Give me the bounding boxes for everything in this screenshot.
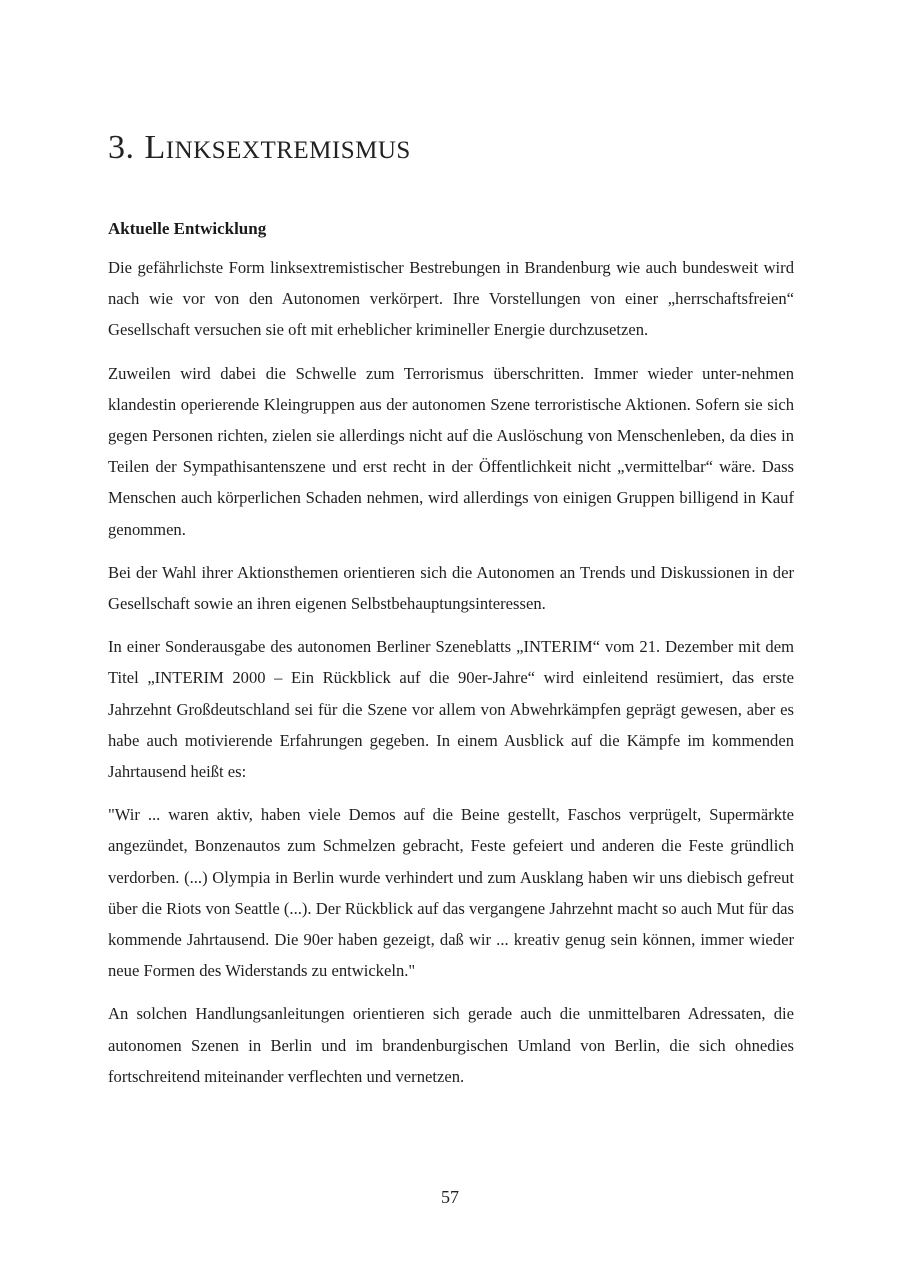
paragraph-interim: In einer Sonderausgabe des autonomen Berliner Szeneblatts „INTERIM“ vom 21. Dezember mit dem Titel „INTERIM 2000 – Ein Rückblick auf die 90er-Jahre“ wird einleitend resümiert, das erste Jahrzehnt Großdeutschland sei für die Szene vor allem von Abwehrkämpfen geprägt gewesen, aber es habe auch motivierende Erfahrungen gegeben. In einem Ausblick auf die Kämpfe im kommenden Jahrtausend heißt es:	[108, 637, 794, 782]
section-heading: Aktuelle Entwicklung	[108, 219, 267, 238]
paragraph-terrorismus: Zuweilen wird dabei die Schwelle zum Terrorismus überschritten. Immer wieder unter-nehmen klandestin operierende Kleingruppen aus der autonomen Szene terroristische Aktionen. Sofern sie sich gegen Personen richten, zielen sie allerdings nicht auf die Auslöschung von Menschenleben, da dies in Teilen der Sympathisantenszene und erst recht in der Öffentlichkeit nicht „vermittelbar“ wäre. Dass Menschen auch körperlichen Schaden nehmen, wird allerdings von einigen Gruppen billigend in Kauf genommen.	[108, 363, 794, 539]
chapter-number: 3.	[108, 129, 135, 166]
paragraph-quote: "Wir ... waren aktiv, haben viele Demos auf die Beine gestellt, Faschos verprügelt, Supermärkte angezündet, Bonzenautos zum Schmelzen gebracht, Feste gefeiert und anderen die Feste gründlich verdorben. (...) Olympia in Berlin wurde verhindert und zum Ausklang haben wir uns diebisch gefreut über die Riots von Seattle (...). Der Rückblick auf das vergangene Jahrzehnt macht so auch Mut für das kommende Jahrtausend. Die 90er haben gezeigt, daß wir ... kreativ genug sein können, immer wieder neue Formen des Widerstands zu entwickeln."	[108, 805, 794, 981]
page-number: 57	[441, 1187, 459, 1207]
paragraph-handlungsanleitungen: An solchen Handlungsanleitungen orientieren sich gerade auch die unmittelbaren Adressaten, die autonomen Szenen in Berlin und im brandenburgischen Umland von Berlin, die sich ohnedies fortschreitend miteinander verflechten und vernetzen.	[108, 1004, 794, 1086]
paragraph-autonome-intro: Die gefährlichste Form linksextremistischer Bestrebungen in Brandenburg wie auch bundesweit wird nach wie vor von den Autonomen verkörpert. Ihre Vorstellungen von einer „herrschaftsfreien“ Gesellschaft versuchen sie oft mit erheblicher krimineller Energie durchzusetzen.	[108, 258, 794, 340]
paragraph-aktionsthemen: Bei der Wahl ihrer Aktionsthemen orientieren sich die Autonomen an Trends und Diskussionen in der Gesellschaft sowie an ihren eigenen Selbstbehauptungsinteressen.	[108, 562, 794, 614]
chapter-title-rest: INKSEXTREMISMUS	[165, 137, 411, 164]
chapter-title-initial: L	[144, 129, 166, 166]
chapter-title	[108, 128, 411, 171]
page-body	[108, 218, 794, 1104]
